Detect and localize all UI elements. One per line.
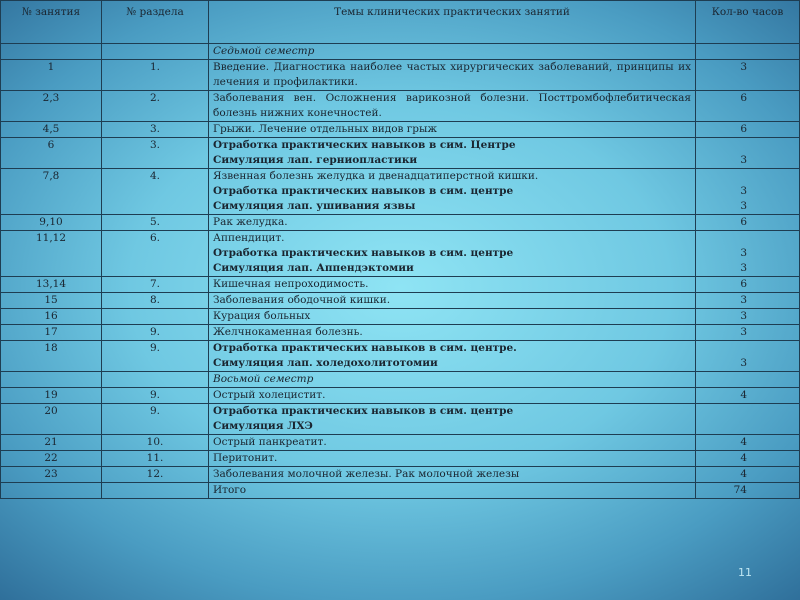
table-row [1, 122, 800, 138]
topic-text: Острый панкреатит. [213, 436, 327, 448]
topic-cell [209, 60, 696, 91]
hours-value [700, 341, 747, 356]
lesson-number: 17 [1, 325, 102, 341]
hours-cell [696, 231, 800, 277]
page-number: 11 [738, 566, 752, 579]
topic-text: Отработка практических навыков в сим. центре [213, 247, 514, 259]
semester-row-8 [1, 372, 800, 388]
hours-value: 3 [740, 262, 747, 274]
hours-cell [696, 91, 800, 122]
topic-cell [209, 341, 696, 372]
total-row [1, 483, 800, 499]
topic-text: Отработка практических навыков в сим. центре [213, 405, 514, 417]
table-row [1, 435, 800, 451]
table-row [1, 325, 800, 341]
hours-value: 3 [740, 154, 747, 166]
total-hours: 74 [696, 483, 800, 499]
semester-label: Восьмой семестр [209, 372, 696, 388]
lesson-number: 23 [1, 467, 102, 483]
topic-cell [209, 231, 696, 277]
section-number: 8. [102, 293, 209, 309]
header-lesson-number: № занятия [1, 1, 102, 44]
topic-cell [209, 215, 696, 231]
topic-cell [209, 122, 696, 138]
total-label: Итого [209, 483, 696, 499]
hours-cell [696, 325, 800, 341]
topic-text: Желчнокаменная болезнь. [213, 326, 363, 338]
hours-value: 3 [740, 247, 747, 259]
header-section-number: № раздела [102, 1, 209, 44]
hours-value: 4 [740, 436, 747, 448]
lesson-number: 1 [1, 60, 102, 91]
semester-label: Седьмой семестр [209, 44, 696, 60]
topic-text: Симуляция лап. ушивания язвы [213, 200, 416, 212]
topic-cell [209, 293, 696, 309]
section-number: 12. [102, 467, 209, 483]
topic-text: Перитонит. [213, 452, 278, 464]
topic-text: Симуляция лап. холедохолитотомии [213, 357, 438, 369]
hours-cell [696, 215, 800, 231]
lesson-number: 9,10 [1, 215, 102, 231]
hours-cell [696, 451, 800, 467]
table-row [1, 467, 800, 483]
section-number: 6. [102, 231, 209, 277]
topic-text: Заболевания ободочной кишки. [213, 294, 391, 306]
topic-cell [209, 451, 696, 467]
header-topics: Темы клинических практических занятий [209, 1, 696, 44]
hours-cell [696, 341, 800, 372]
topic-cell [209, 467, 696, 483]
hours-value: 6 [740, 92, 747, 104]
hours-value: 3 [740, 326, 747, 338]
lesson-number: 16 [1, 309, 102, 325]
topic-text: Грыжи. Лечение отдельных видов грыж [213, 123, 438, 135]
table-row [1, 138, 800, 169]
topic-text: Острый холецистит. [213, 389, 326, 401]
hours-cell [696, 60, 800, 91]
header-row [1, 1, 800, 44]
hours-value: 3 [740, 294, 747, 306]
hours-cell [696, 467, 800, 483]
hours-cell [696, 435, 800, 451]
table-row [1, 293, 800, 309]
hours-cell [696, 122, 800, 138]
topic-text: Аппендицит. [213, 232, 285, 244]
lesson-number: 2,3 [1, 91, 102, 122]
topic-cell [209, 435, 696, 451]
topic-text: Язвенная болезнь желудка и двенадцатиперстной кишки. [213, 170, 539, 182]
hours-value: 3 [740, 185, 747, 197]
hours-cell [696, 293, 800, 309]
section-number: 7. [102, 277, 209, 293]
topic-text: Отработка практических навыков в сим. Центре [213, 139, 516, 151]
topic-text: Курация больных [213, 310, 311, 322]
topic-cell [209, 277, 696, 293]
topic-cell [209, 309, 696, 325]
topic-text: Заболевания молочной железы. Рак молочной железы [213, 468, 520, 480]
section-number: 4. [102, 169, 209, 215]
lesson-number: 22 [1, 451, 102, 467]
section-number: 9. [102, 341, 209, 372]
table-row [1, 215, 800, 231]
topic-text: Кишечная непроходимость. [213, 278, 369, 290]
topic-cell [209, 404, 696, 435]
section-number: 3. [102, 122, 209, 138]
hours-cell [696, 388, 800, 404]
topic-cell [209, 138, 696, 169]
hours-cell [696, 138, 800, 169]
table-row [1, 451, 800, 467]
topic-text: Отработка практических навыков в сим. центре. [213, 342, 517, 354]
hours-value: 4 [740, 452, 747, 464]
topic-text: Симуляция лап. герниопластики [213, 154, 418, 166]
lesson-number: 13,14 [1, 277, 102, 293]
table-row [1, 341, 800, 372]
lesson-number: 6 [1, 138, 102, 169]
header-hours: Кол-во часов [696, 1, 800, 44]
hours-value: 4 [740, 389, 747, 401]
lesson-number: 21 [1, 435, 102, 451]
semester-row-7 [1, 44, 800, 60]
hours-value: 6 [740, 216, 747, 228]
topic-cell [209, 388, 696, 404]
hours-value: 3 [740, 61, 747, 73]
topic-text: Введение. Диагностика наиболее частых хирургических заболеваний, принципы их лечения и профилактики. [213, 61, 691, 88]
section-number: 1. [102, 60, 209, 91]
hours-cell [696, 169, 800, 215]
hours-cell [696, 404, 800, 435]
hours-cell [696, 309, 800, 325]
table-row [1, 277, 800, 293]
lesson-number: 11,12 [1, 231, 102, 277]
hours-value: 3 [740, 357, 747, 369]
topic-text: Рак желудка. [213, 216, 288, 228]
section-number: 3. [102, 138, 209, 169]
lesson-number: 15 [1, 293, 102, 309]
table-row [1, 60, 800, 91]
table-row [1, 309, 800, 325]
table-body [1, 44, 800, 499]
lesson-number: 19 [1, 388, 102, 404]
section-number: 2. [102, 91, 209, 122]
section-number: 9. [102, 388, 209, 404]
section-number: 10. [102, 435, 209, 451]
topic-text: Заболевания вен. Осложнения варикозной болезни. Посттромбофлебитическая болезнь нижних конечностей. [213, 92, 691, 119]
hours-value: 3 [740, 310, 747, 322]
topic-text: Симуляция ЛХЭ [213, 420, 313, 432]
lesson-number: 20 [1, 404, 102, 435]
lesson-number: 7,8 [1, 169, 102, 215]
table-row [1, 231, 800, 277]
topic-cell [209, 91, 696, 122]
section-number: 5. [102, 215, 209, 231]
table-row [1, 388, 800, 404]
section-number: 9. [102, 404, 209, 435]
hours-value: 6 [740, 278, 747, 290]
topic-cell [209, 169, 696, 215]
table-row [1, 91, 800, 122]
topic-cell [209, 325, 696, 341]
lesson-number: 4,5 [1, 122, 102, 138]
topic-text: Симуляция лап. Аппендэктомии [213, 262, 414, 274]
lesson-number: 18 [1, 341, 102, 372]
hours-value: 3 [740, 200, 747, 212]
section-number: 9. [102, 325, 209, 341]
section-number: 11. [102, 451, 209, 467]
section-number [102, 309, 209, 325]
hours-cell [696, 277, 800, 293]
table-row [1, 404, 800, 435]
table-row [1, 169, 800, 215]
hours-value: 6 [740, 123, 747, 135]
hours-value: 4 [740, 468, 747, 480]
topic-text: Отработка практических навыков в сим. центре [213, 185, 514, 197]
hours-value [700, 419, 747, 434]
